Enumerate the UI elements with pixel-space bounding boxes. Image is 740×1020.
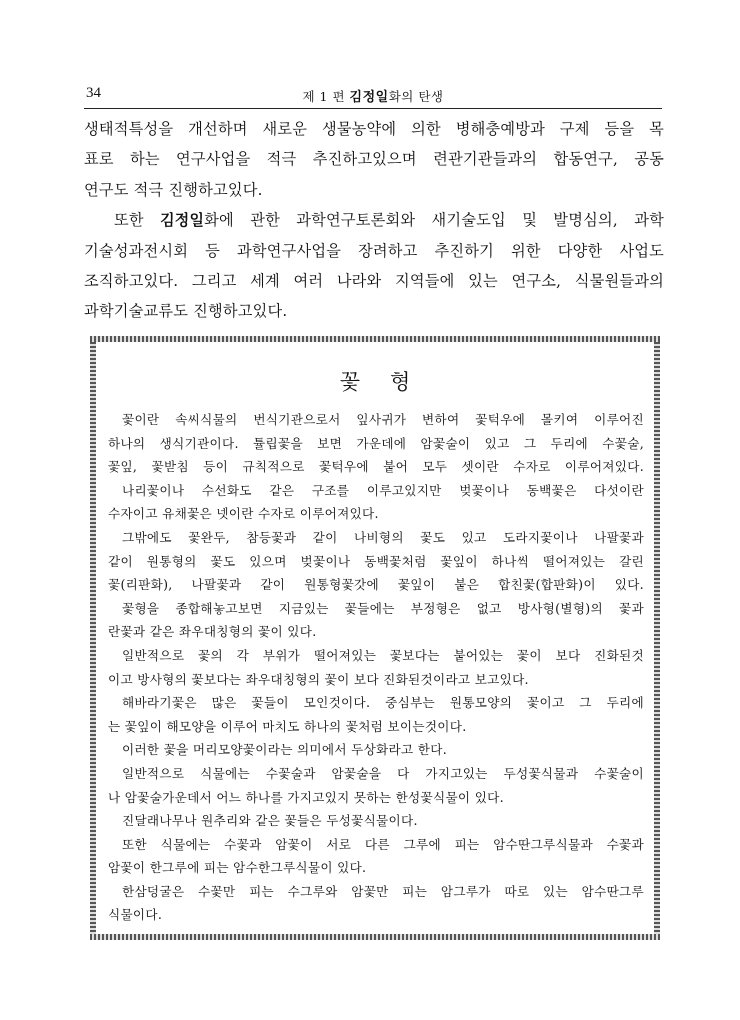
sidebar-box-title: 꽃형 <box>339 370 441 394</box>
box-line: 일반적으로 식물에는 수꽃술과 암꽃술을 다 가지고있는 두성꽃식물과 수꽃술이 <box>122 765 644 781</box>
body-line: 과학기술교류도 진행하고있다. <box>84 302 288 321</box>
box-line: 한삼덩굴은 수꽃만 피는 수그루와 암꽃만 피는 암그루가 따로 있는 암수딴그루 <box>122 883 644 899</box>
box-line: 해바라기꽃은 많은 꽃들이 모인것이다. 중심부는 원통모양의 꽃이고 그 두리에 <box>122 695 644 711</box>
running-title-suffix: 화의 탄생 <box>388 89 444 104</box>
running-title-flower-name: 김정일 <box>349 90 389 105</box>
box-line: 일반적으로 꽃의 각 부위가 떨어져있는 꽃보다는 붙어있는 꽃이 보다 진화된것 <box>122 647 644 663</box>
box-line: 진달래나무나 원추리와 같은 꽃들은 두성꽃식물이다. <box>122 813 418 829</box>
box-line: 꽃형을 종합해놓고보면 지금있는 꽃들에는 부정형은 없고 방사형(별형)의 꽃과 <box>122 600 644 616</box>
box-line: 이고 방사형의 꽃보다는 좌우대칭형의 꽃이 보다 진화된것이라고 보고있다. <box>108 671 529 687</box>
box-line: 같이 원통형의 꽃도 있으며 벚꽃이나 동백꽃처럼 꽃잎이 하나씩 떨어져있는 갈린 <box>108 553 644 569</box>
body-line <box>84 205 664 235</box>
body-line: 생태적특성을 개선하며 새로운 생물농약에 의한 병해충예방과 구제 등을 목 <box>84 120 664 138</box>
body-line: 기술성과전시회 등 과학연구사업을 장려하고 추진하기 위한 다양한 사업도 <box>84 241 664 260</box>
box-line: 나 암꽃술가운데서 어느 하나를 가지고있지 못하는 한성꽃식물이 있다. <box>108 789 504 805</box>
page-number: 34 <box>86 85 101 101</box>
flower-name-bold: 김정일 <box>160 211 205 230</box>
body-line: 표로 하는 연구사업을 적극 추진하고있으며 련관기관들과의 합동연구, 공동 <box>84 150 664 169</box>
sidebar-box-content <box>96 342 654 934</box>
box-line: 하나의 생식기관이다. 튤립꽃을 보면 가운데에 암꽃술이 있고 그 두리에 수꽃술, <box>108 435 644 451</box>
header-rule <box>84 108 662 109</box>
body-text <box>84 114 664 327</box>
box-line: 또한 식물에는 수꽃과 암꽃이 서로 다른 그루에 피는 암수딴그루식물과 수꽃과 <box>122 836 644 852</box>
body-text-span: 또한 <box>114 211 161 230</box>
box-line: 꽃이란 속씨식물의 번식기관으로서 잎사귀가 변하여 꽃턱우에 몰키여 이루어진 <box>122 412 644 427</box>
body-line: 조직하고있다. 그리고 세계 여러 나라와 지역들에 있는 연구소, 식물원들과의 <box>84 272 664 291</box>
running-title <box>84 86 662 105</box>
sidebar-box-text <box>108 408 644 927</box>
box-line: 암꽃이 한그루에 피는 암수한그루식물이 있다. <box>108 860 367 876</box>
box-line: 꽃잎, 꽃받침 등이 규칙적으로 꽃턱우에 붙어 모두 셋이란 수자로 이루어져있다. <box>108 459 644 475</box>
box-line: 수자이고 유채꽃은 넷이란 수자로 이루어져있다. <box>108 506 379 522</box>
box-line: 는 꽃잎이 해모양을 이루어 마치도 하나의 꽃처럼 보이는것이다. <box>108 718 467 734</box>
box-line: 나리꽃이나 수선화도 같은 구조를 이루고있지만 벚꽃이나 동백꽃은 다섯이란 <box>122 482 644 498</box>
box-line: 그밖에도 꽃완두, 참등꽃과 같이 나비형의 꽃도 있고 도라지꽃이나 나팔꽃과 <box>122 529 644 545</box>
body-text-span: 화에 관한 과학연구토론회와 새기술도입 및 발명심의, 과학 <box>204 211 664 230</box>
box-line: 식물이다. <box>108 907 163 923</box>
page-header <box>84 84 662 108</box>
running-title-part: 제 1 편 <box>302 89 350 104</box>
box-line: 란꽃과 같은 좌우대칭형의 꽃이 있다. <box>108 624 317 640</box>
sidebar-box <box>90 336 660 940</box>
body-line: 연구도 적극 진행하고있다. <box>84 180 263 199</box>
box-line: 이러한 꽃을 머리모양꽃이라는 의미에서 두상화라고 한다. <box>122 742 447 758</box>
box-line: 꽃(리판화), 나팔꽃과 같이 원통형꽃갓에 꽃잎이 붙은 합친꽃(합판화)이 있다. <box>108 577 644 593</box>
